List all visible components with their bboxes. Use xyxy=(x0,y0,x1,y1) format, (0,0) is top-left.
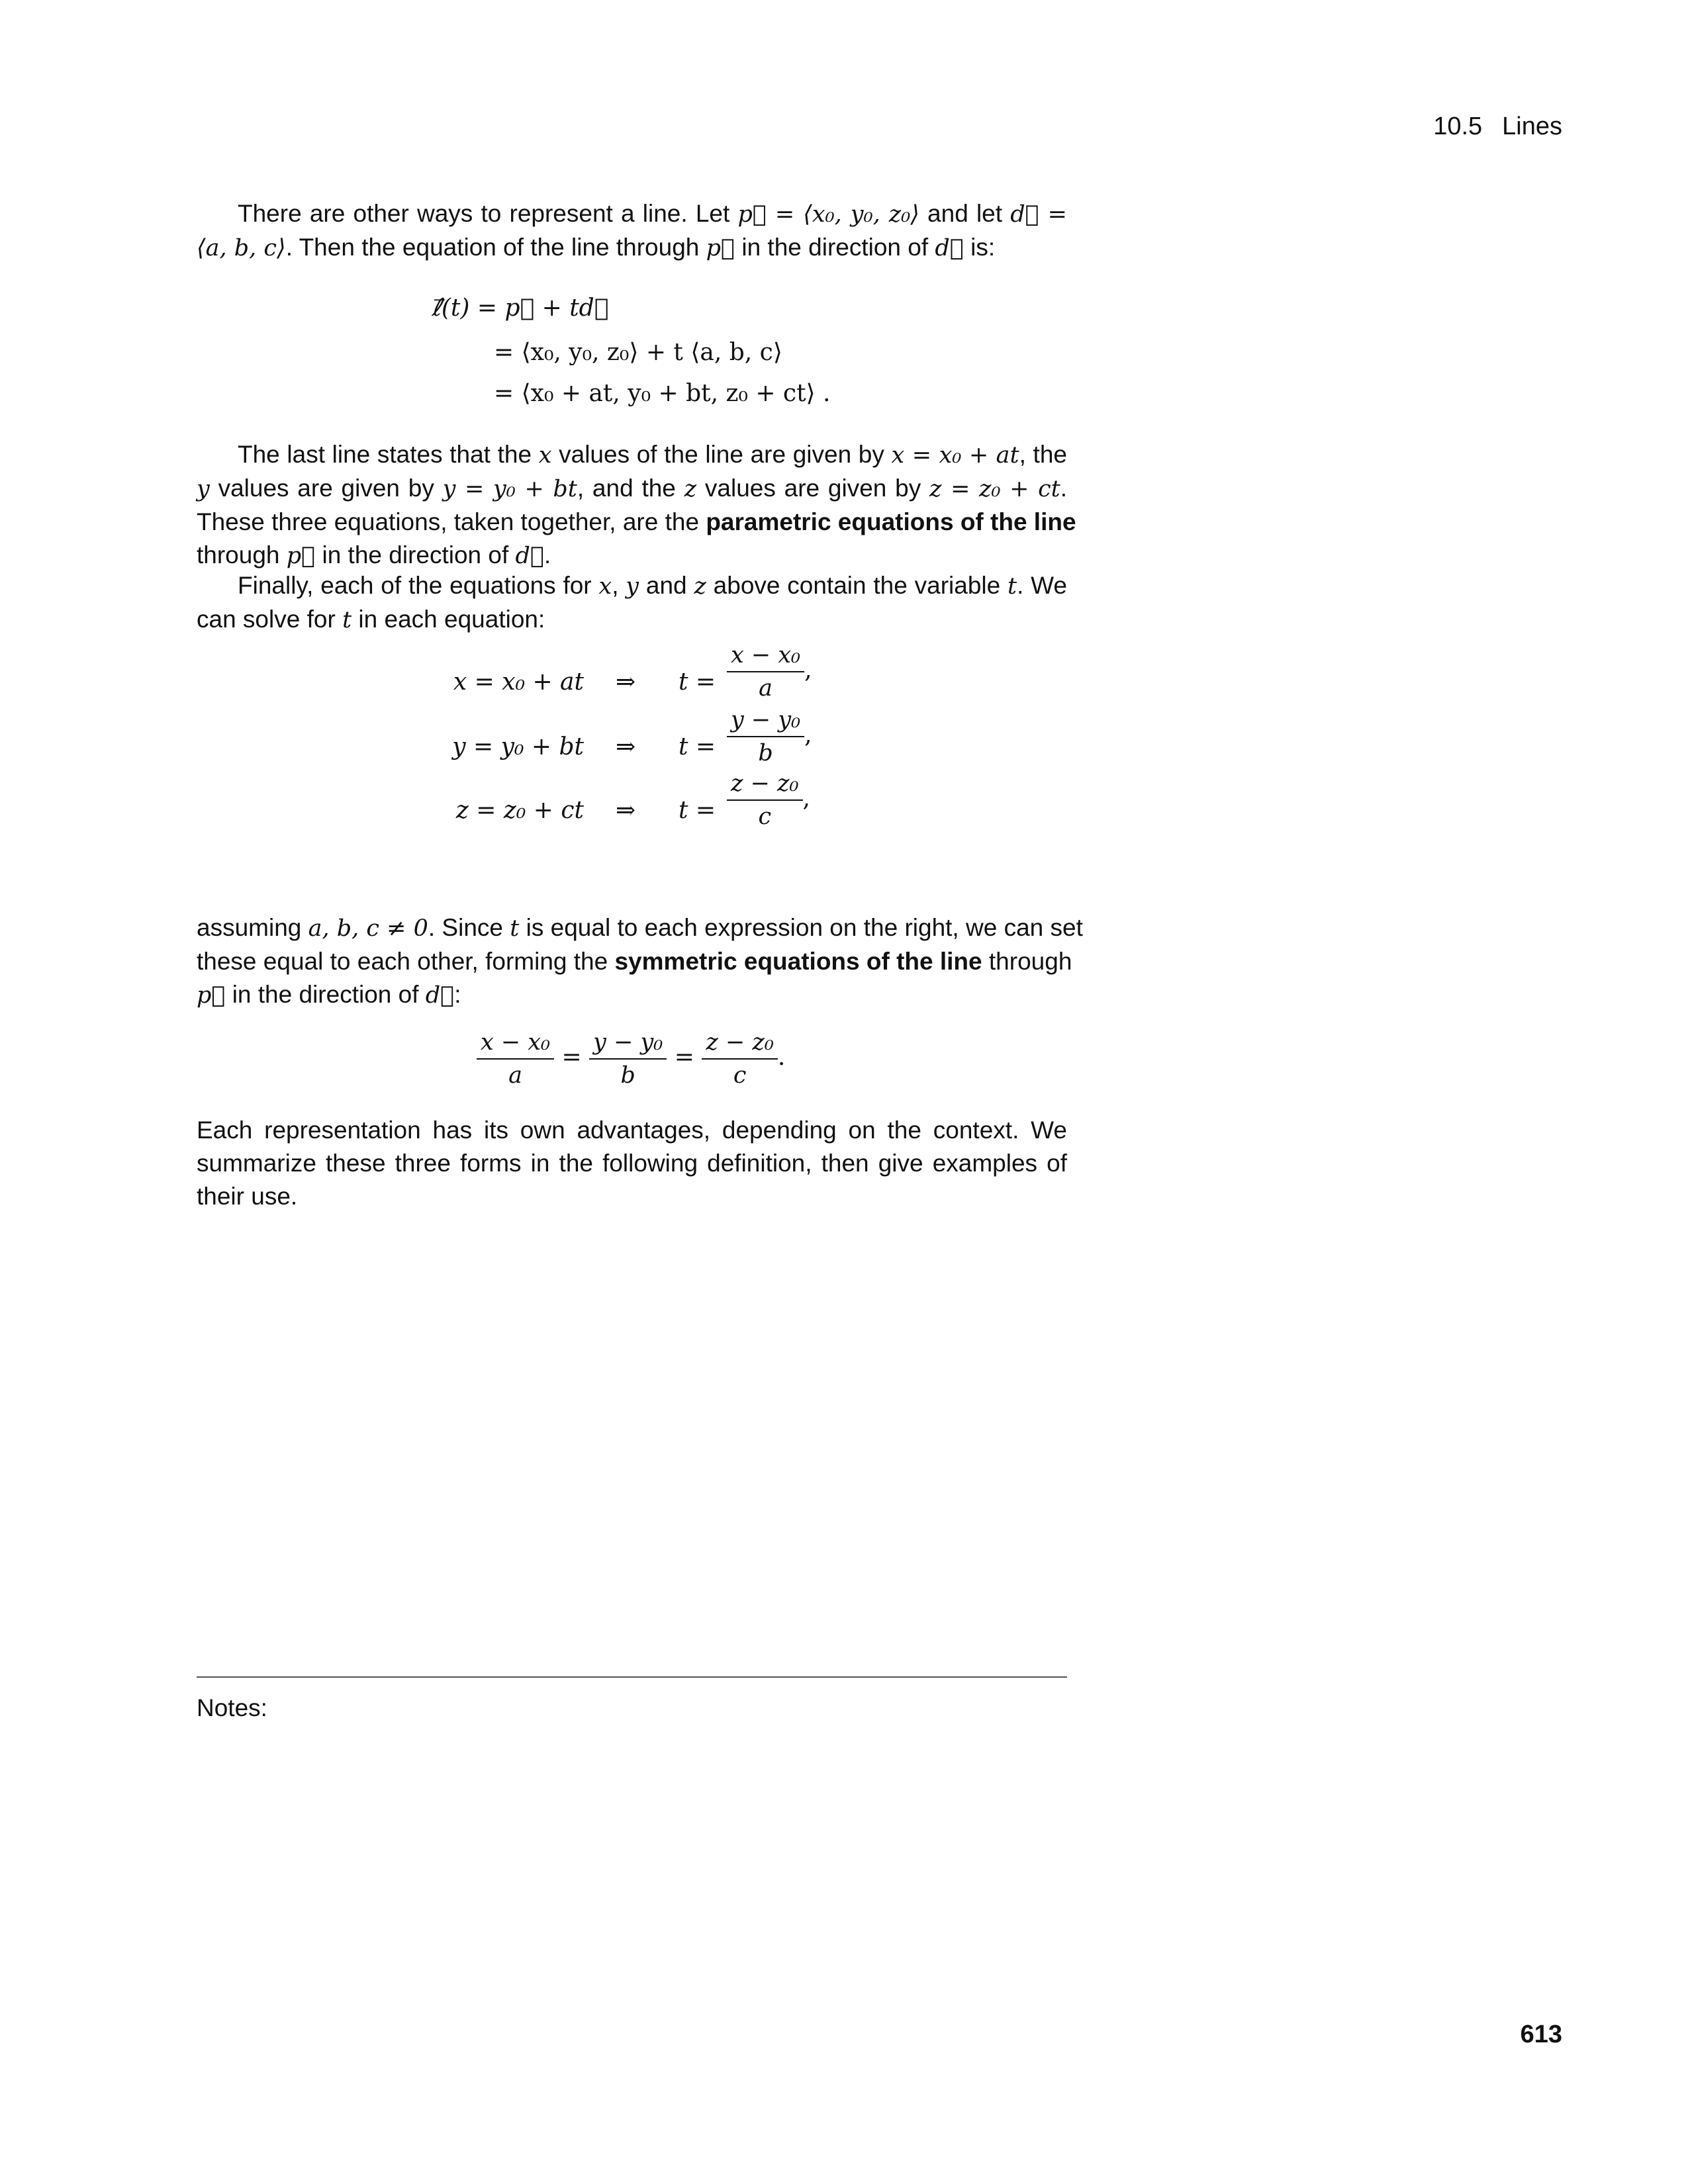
equals-sign: = xyxy=(561,1044,582,1071)
denominator: b xyxy=(758,740,773,766)
text-run: . xyxy=(543,541,551,569)
bold-term: symmetric equations of the line xyxy=(614,948,982,975)
text-line xyxy=(197,438,1067,472)
text-run: Finally, each of the equations for xyxy=(238,572,599,599)
running-header xyxy=(1433,113,1562,141)
fraction-body xyxy=(727,770,803,830)
math-inline: x = x₀ + at xyxy=(891,442,1019,469)
text-run: values are given by xyxy=(696,475,929,502)
fraction-body xyxy=(727,707,804,766)
numerator: z − z₀ xyxy=(702,1029,778,1060)
equation-left: y = y₀ + bt xyxy=(452,733,584,760)
text-run: These three equations, taken together, are the xyxy=(197,508,706,535)
math-inline: t xyxy=(342,607,352,633)
text-line xyxy=(197,506,1076,539)
math-inline: p⃗ xyxy=(706,235,735,261)
fraction xyxy=(727,707,812,766)
text-run: these equal to each other, forming the xyxy=(197,948,615,975)
math-inline: p⃗ xyxy=(197,982,226,1009)
comma: , xyxy=(804,721,812,749)
t-equals: t = xyxy=(679,797,716,824)
paragraph-symmetric xyxy=(197,911,1083,1012)
equation-row-3: = ⟨x₀ + at, y₀ + bt, z₀ + ct⟩ . xyxy=(494,380,831,407)
denominator: a xyxy=(759,675,773,702)
math-inline: d⃗ xyxy=(935,235,964,261)
implies-arrow: ⇒ xyxy=(616,668,636,696)
text-line xyxy=(197,945,1072,978)
section-title: Lines xyxy=(1502,113,1562,140)
fraction xyxy=(727,642,812,702)
text-line xyxy=(197,231,1067,265)
text-line xyxy=(197,1147,1067,1180)
fraction-x xyxy=(477,1029,554,1089)
text-run: . xyxy=(1060,475,1068,502)
t-equals: t = xyxy=(679,668,716,696)
numerator: z − z₀ xyxy=(727,770,803,801)
text-run: above contain the variable xyxy=(706,572,1008,599)
text-run: through xyxy=(197,541,287,569)
math-inline: y = y₀ + bt xyxy=(442,476,577,502)
symmetric-equation xyxy=(477,1029,785,1089)
text-run: is: xyxy=(963,234,996,261)
math-inline: d⃗ xyxy=(515,543,544,569)
text-line xyxy=(197,603,1067,637)
text-line xyxy=(197,978,1067,1012)
text-run: through xyxy=(982,948,1072,975)
math-inline: z xyxy=(694,573,706,600)
text-run: is equal to each expression on the right, we can set xyxy=(519,914,1083,941)
math-inline: p⃗ = ⟨x₀, y₀, z₀⟩ xyxy=(737,201,919,228)
equation-row-1: = p⃗ + td⃗ xyxy=(477,295,609,322)
implies-arrow: ⇒ xyxy=(616,797,636,824)
text-run: . Then the equation of the line through xyxy=(285,234,706,261)
text-run: : xyxy=(454,981,461,1008)
text-run: assuming xyxy=(197,914,308,941)
text-run: Each representation has its own advantages, depending on the context. We xyxy=(197,1116,1067,1144)
numerator: y − y₀ xyxy=(727,707,804,737)
denominator: c xyxy=(733,1062,747,1089)
math-inline: d⃗ = xyxy=(1010,201,1067,228)
math-inline: x xyxy=(538,442,552,469)
math-inline: z = z₀ + ct xyxy=(929,476,1060,502)
text-run: values are given by xyxy=(209,475,443,502)
comma: , xyxy=(804,657,812,684)
text-run: in each equation: xyxy=(352,606,545,633)
text-line xyxy=(197,911,1083,945)
fraction xyxy=(727,770,810,830)
text-run: , the xyxy=(1019,441,1067,468)
text-run: in the direction of xyxy=(735,234,935,261)
denominator: c xyxy=(758,803,772,830)
denominator: b xyxy=(620,1062,635,1089)
math-inline: y xyxy=(626,573,639,600)
text-run: , xyxy=(612,572,626,599)
text-run: their use. xyxy=(197,1183,298,1210)
denominator: a xyxy=(508,1062,522,1089)
numerator: x − x₀ xyxy=(727,642,804,672)
math-inline: t xyxy=(510,915,520,942)
math-inline: a, b, c ≠ 0 xyxy=(308,915,428,942)
text-line xyxy=(197,472,1067,506)
bold-term: parametric equations of the line xyxy=(706,508,1076,535)
section-number: 10.5 xyxy=(1433,113,1483,140)
fraction-body xyxy=(727,642,804,702)
line-equation-lhs xyxy=(432,295,608,322)
text-line xyxy=(197,539,1067,572)
fraction-z xyxy=(702,1029,778,1089)
paragraph-intro xyxy=(197,197,1067,265)
paragraph-solve xyxy=(197,569,1067,637)
equals-sign: = xyxy=(674,1044,694,1071)
text-run: . Since xyxy=(428,914,510,941)
text-run: There are other ways to represent a line. Let xyxy=(238,200,738,227)
period: . xyxy=(777,1044,786,1071)
equation-left: z = z₀ + ct xyxy=(455,797,584,824)
math-inline: x xyxy=(598,573,612,600)
paragraph-summary xyxy=(197,1114,1067,1213)
equation-left: x = x₀ + at xyxy=(453,668,584,696)
notes-divider xyxy=(197,1676,1067,1678)
text-run: The last line states that the xyxy=(238,441,539,468)
text-run: in the direction of xyxy=(225,981,426,1008)
text-line xyxy=(197,1114,1067,1147)
text-run: in the direction of xyxy=(315,541,516,569)
math-inline: y xyxy=(197,476,210,502)
implies-arrow: ⇒ xyxy=(616,733,636,760)
math-inline: ⟨a, b, c⟩ xyxy=(197,235,286,261)
math-inline: t xyxy=(1008,573,1017,600)
text-run: and let xyxy=(919,200,1011,227)
text-line xyxy=(197,569,1067,603)
text-line xyxy=(197,197,1067,231)
equation-row-2: = ⟨x₀, y₀, z₀⟩ + t ⟨a, b, c⟩ xyxy=(494,339,782,366)
notes-label: Notes: xyxy=(197,1694,267,1721)
page-number: 613 xyxy=(1520,2021,1562,2048)
t-equals: t = xyxy=(679,733,716,760)
numerator: x − x₀ xyxy=(477,1029,554,1060)
numerator: y − y₀ xyxy=(589,1029,667,1060)
comma: , xyxy=(802,785,810,812)
text-run: and xyxy=(639,572,694,599)
text-line xyxy=(197,1180,1067,1213)
fraction-y xyxy=(589,1029,667,1089)
text-run: , and the xyxy=(577,475,684,502)
text-run: values of the line are given by xyxy=(551,441,892,468)
ell-of-t: ℓ⃗(t) xyxy=(432,295,470,322)
text-run: can solve for xyxy=(197,606,343,633)
math-inline: d⃗ xyxy=(425,982,455,1009)
math-inline: p⃗ xyxy=(286,543,316,569)
paragraph-parametric xyxy=(197,438,1076,572)
text-run: summarize these three forms in the following definition, then give examples of xyxy=(197,1150,1067,1177)
math-inline: z xyxy=(684,476,697,502)
text-run: . We xyxy=(1017,572,1067,599)
